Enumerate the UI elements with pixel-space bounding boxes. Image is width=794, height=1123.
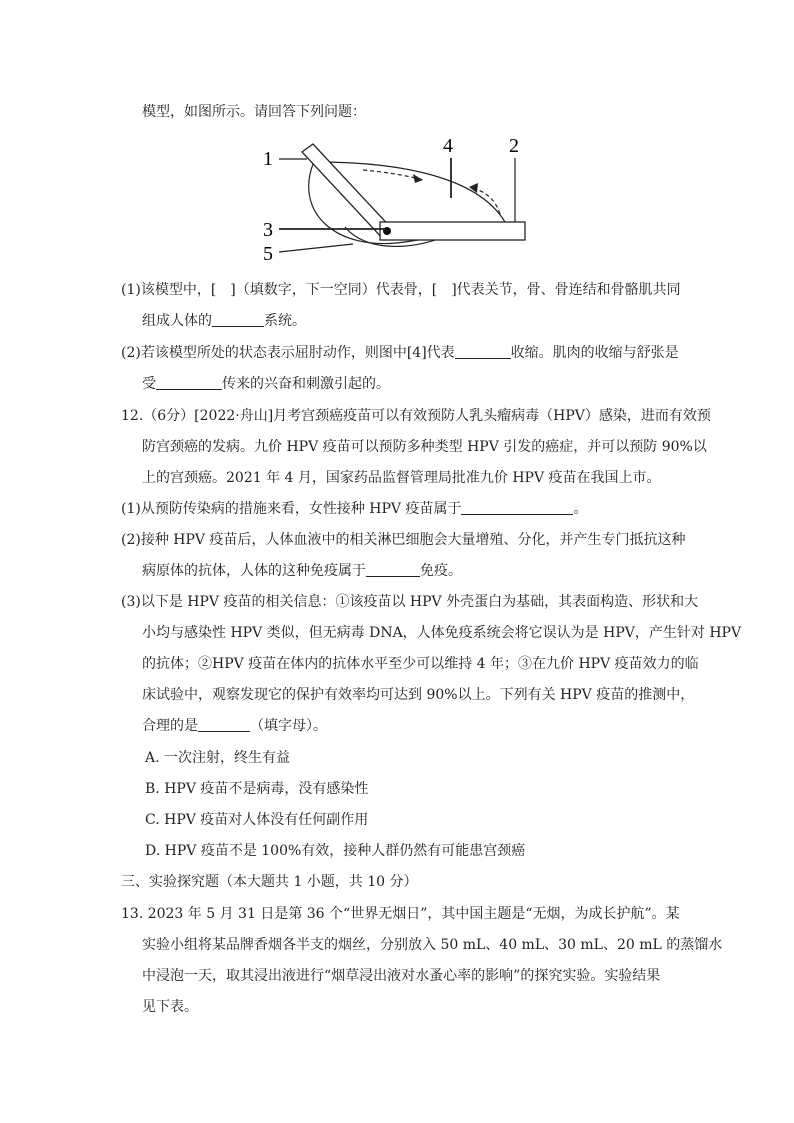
q11-part2b-post: 传来的兴奋和刺激引起的。 xyxy=(222,376,390,392)
q13-line4: 见下表。 xyxy=(142,999,198,1015)
q12-stem-line2: 防宫颈癌的发病。九价 HPV 疫苗可以预防多种类型 HPV 引发的癌症，并可以预防 90%以 xyxy=(142,439,707,455)
q11-part2-line1 xyxy=(121,343,679,363)
q12-part3-line1: (3)以下是 HPV 疫苗的相关信息：①该疫苗以 HPV 外壳蛋白为基础，其表面构造、形状和大 xyxy=(121,594,699,610)
answer-blank[interactable] xyxy=(156,375,222,390)
answer-blank[interactable] xyxy=(461,500,573,515)
q11-part1-post: 系统。 xyxy=(264,313,306,329)
bone-lower xyxy=(380,222,525,240)
q12-stem-line1: 12.（6分）[2022·舟山]月考宫颈癌疫苗可以有效预防人乳头瘤病毒（HPV）感染，进而有效预 xyxy=(121,408,711,424)
q12-stem-line3: 上的宫颈癌。2021 年 4 月，国家药品监督管理局批准九价 HPV 疫苗在我国上市。 xyxy=(142,470,661,486)
q12-part3-line5 xyxy=(142,716,327,736)
label-3: 3 xyxy=(263,219,273,241)
label-2: 2 xyxy=(509,135,519,157)
answer-blank[interactable] xyxy=(366,562,420,577)
q13-line3: 中浸泡一天，取其浸出液进行“烟草浸出液对水蚤心率的影响”的探究实验。实验结果 xyxy=(142,968,661,984)
q11-part1-line2 xyxy=(142,311,306,331)
q12-part1 xyxy=(121,499,587,519)
q11-part2b-pre: 受 xyxy=(142,376,156,392)
q12-part2-post: 免疫。 xyxy=(420,563,462,579)
q13-line1: 13. 2023 年 5 月 31 日是第 36 个“世界无烟日”，其中国主题是“无烟，为成长护航”。某 xyxy=(121,906,680,922)
q13-line2: 实验小组将某品牌香烟各半支的烟丝，分别放入 50 mL、40 mL、30 mL、20 mL 的蒸馏水 xyxy=(142,937,723,953)
answer-blank[interactable] xyxy=(198,717,250,732)
q11-part2-post: 收缩。肌肉的收缩与舒张是 xyxy=(510,345,679,361)
q11-part1-pre: 组成人体的 xyxy=(142,313,212,329)
q11-part2-pre: (2)若该模型所处的状态表示屈肘动作，则图中[4]代表 xyxy=(121,345,455,361)
section-heading: 三、实验探究题（本大题共 1 小题，共 10 分） xyxy=(121,874,418,890)
q12-part1-pre: (1)从预防传染病的措施来看，女性接种 HPV 疫苗属于 xyxy=(121,501,462,517)
q12-part1-post: 。 xyxy=(573,501,588,517)
arrow-right-head xyxy=(413,174,423,183)
leader-5 xyxy=(279,244,353,252)
q11-part2-line2 xyxy=(142,374,390,394)
option-b[interactable]: B. HPV 疫苗不是病毒，没有感染性 xyxy=(145,781,369,797)
label-5: 5 xyxy=(263,243,273,265)
label-1: 1 xyxy=(263,148,273,170)
q12-part2-line2 xyxy=(142,561,462,581)
q12-part3-line4: 床试验中，观察发现它的保护有效率均可达到 90%以上。下列有关 HPV 疫苗的推测中， xyxy=(142,687,695,703)
q12-part3-line3: 的抗体；②HPV 疫苗在体内的抗体水平至少可以维持 4 年；③在九价 HPV 疫苗效力的临 xyxy=(142,656,699,672)
intro-text: 模型，如图所示。请回答下列问题： xyxy=(142,104,366,120)
option-a[interactable]: A. 一次注射，终生有益 xyxy=(145,750,291,766)
label-4: 4 xyxy=(443,135,453,157)
option-c[interactable]: C. HPV 疫苗对人体没有任何副作用 xyxy=(145,812,369,828)
q12-part3-post: （填字母）。 xyxy=(250,718,327,734)
elbow-model-figure xyxy=(255,132,535,268)
q12-part2-pre: 病原体的抗体，人体的这种免疫属于 xyxy=(142,563,366,579)
q12-part2-line1: (2)接种 HPV 疫苗后，人体血液中的相关淋巴细胞会大量增殖、分化，并产生专门抵抗这种 xyxy=(121,532,686,548)
q12-part3-pre: 合理的是 xyxy=(142,718,198,734)
q12-part3-line2: 小均与感染性 HPV 类似，但无病毒 DNA，人体免疫系统会将它误认为是 HPV，产生针对 HPV xyxy=(142,625,742,641)
q11-part1-line1: (1)该模型中，[ ]（填数字，下一空同）代表骨，[ ]代表关节，骨、骨连结和骨骼肌共同 xyxy=(121,282,681,298)
option-d[interactable]: D. HPV 疫苗不是 100%有效，接种人群仍然有可能患宫颈癌 xyxy=(145,843,526,859)
answer-blank[interactable] xyxy=(455,344,511,359)
answer-blank[interactable] xyxy=(212,312,264,327)
